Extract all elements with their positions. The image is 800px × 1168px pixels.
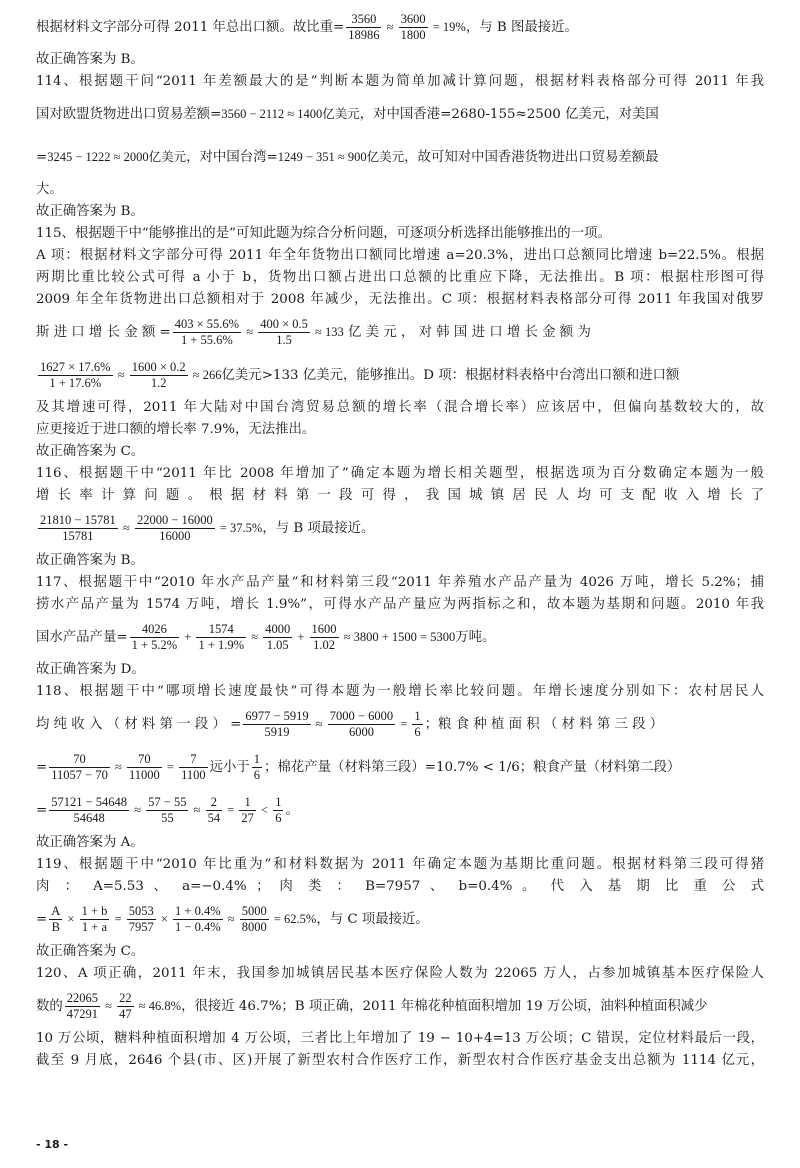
denominator: 15781 [62,529,94,543]
fraction [412,709,422,740]
math-result: = 19% [429,20,466,34]
fraction [49,904,62,935]
math-op: = [163,760,178,774]
document-page [36,6,764,1072]
text-line: 增 长 率 计 算 问 题 。 根 据 材 料 第 一 段 可 得 ， 我 国 城 镇 居 民 人 均 可 支 配 收 入 增 长 了 [36,488,764,503]
numerator: 1600 [311,622,337,636]
math-result: = 62.5% [270,912,317,926]
numerator: 1 [239,795,256,811]
text-run: 国对欧盟货物进出口贸易差额= [36,107,222,122]
text-line: 两期比重比较公式可得 a 小于 b，货物出口额占进出口总额的比重应下降，无法推出。B 项：根据柱形图可得 [36,270,764,285]
math-op: × [64,912,78,926]
fraction [49,795,129,826]
text-line [36,136,764,179]
text-line [36,311,764,354]
math-op: ≈ [383,20,397,34]
text-line [36,789,764,832]
text-line [36,507,764,550]
denominator: 1800 [400,28,426,42]
fraction [135,513,215,544]
fraction [243,709,310,740]
answer-line: 故正确答案为 C。 [36,944,145,959]
denominator: 27 [241,811,254,825]
math-result: = 37.5% [216,521,263,535]
text-run: ，很接近 46.7%；B 项正确，2011 年棉花种植面积增加 19 万公顷，油料种植面积减少 [181,999,708,1014]
fraction [127,904,156,935]
text-run: ；粮 食 种 植 面 积 （ 材 料 第 三 段 ） [424,717,664,732]
math-op: = [397,717,411,731]
math-result: ≈ 133 [311,325,344,339]
denominator: 1.02 [313,638,335,652]
numerator: 4000 [265,622,291,636]
numerator: 403 × 55.6% [174,317,240,331]
denominator: 6 [275,811,282,825]
fraction [179,752,208,783]
fraction [196,622,246,653]
denominator: 1 − 0.4% [175,920,221,934]
numerator: 57121 − 54648 [51,795,128,809]
numerator: 400 × 0.5 [260,317,308,331]
text-run: ，对中国台湾= [186,150,278,165]
denominator: 18986 [348,28,380,42]
denominator: 54 [207,811,221,825]
fraction [263,622,292,653]
text-line: 大。 [36,182,63,197]
fraction [117,991,134,1022]
numerator: 57 − 55 [148,795,187,809]
fraction [273,795,283,826]
numerator: 1 + b [81,904,108,918]
numerator: 2 [206,795,223,811]
denominator: B [51,920,60,934]
math-op: ≈ [102,999,116,1013]
numerator: 5000 [241,904,267,918]
text-line: 115、根据题干中“能够推出的是”可知此题为综合分析问题，可逐项分析选择出能够推出的一项。 [36,226,611,241]
numerator: 22000 − 16000 [136,513,213,527]
text-run: ，与 B 项最接近。 [262,521,375,536]
denominator: 55 [161,811,174,825]
text-line [36,6,764,49]
fraction [252,752,262,783]
text-line: 10 万公顷，糖料种植面积增加 4 万公顷，三者比上年增加了 19 − 10+4=13 万公顷；C 错误，定位材料最后一段， [36,1031,764,1046]
numerator: 1627 × 17.6% [40,360,111,374]
math-expression: 3560 − 2112 ≈ 1400亿美元 [221,107,360,121]
text-run: 亿美元>133 亿美元，能够推出。D 项：根据材料表格中台湾出口额和进口额 [221,368,680,383]
fraction [206,795,223,826]
answer-line: 故正确答案为 B。 [36,52,144,67]
fraction [258,317,310,348]
text-line: A 项：根据材料文字部分可得 2011 年全年货物出口额同比增速 a=20.3%，进出口总额同比增速 b=22.5%。根据 [36,248,764,263]
text-run: 亿 美 元 ， 对 韩 国 进 口 增 长 金 额 为 [343,325,591,340]
text-line: 116、根据题干中“2011 年比 2008 年增加了”确定本题为增长相关题型，根据选项为百分数确定本题为一般 [36,466,764,481]
numerator: 1 [253,752,261,766]
numerator: 6977 − 5919 [245,709,309,723]
denominator: 1.2 [150,376,167,390]
text-line [36,354,764,397]
numerator: 7 [179,752,208,768]
denominator: 6 [253,768,261,782]
math-op: + [181,630,195,644]
fraction [239,795,256,826]
denominator: 47 [119,1007,132,1021]
text-line: 及其增速可得，2011 年大陆对中国台湾贸易总额的增长率（混合增长率）应该居中，但偏向基数较大的，故 [36,400,764,415]
fraction [146,795,188,826]
numerator: 1574 [196,622,246,638]
text-line [36,898,764,941]
math-op: ≈ [312,717,326,731]
fraction [38,513,118,544]
denominator: 1 + 1.9% [198,638,245,652]
denominator: 8000 [241,920,267,934]
math-expression: 3245 − 1222 ≈ 2000亿美元 [47,150,187,164]
text-line: 120、A 项正确，2011 年末，我国参加城镇居民基本医疗保险人数为 22065 万人，占参加城镇基本医疗保险人 [36,966,764,981]
text-run: 。 [285,803,299,818]
text-run: ，与 C 项最接近。 [316,912,429,927]
numerator: 1 + 0.4% [175,904,221,918]
text-line: 应更接近于进口额的增长率 7.9%，无法推出。 [36,422,316,437]
numerator: 22 [119,991,132,1005]
text-line: 肉 ： A=5.53 、 a=−0.4% ； 肉 类 ： B=7957 、 b=0.4% 。 代 入 基 期 比 重 公 式 [36,879,764,894]
text-line [36,746,764,789]
denominator: 5919 [264,725,290,739]
fraction [173,904,223,935]
text-line: 117、根据题干中“2010 年水产品产量”和材料第三段“2011 年养殖水产品产量为 4026 万吨，增长 5.2%；捕 [36,575,764,590]
math-op: ≈ [243,325,257,339]
denominator: 6000 [348,725,374,739]
text-run: 国水产品产量= [36,630,128,645]
text-line [36,703,764,746]
numerator: 22065 [66,991,99,1005]
denominator: 11057 − 70 [51,768,108,782]
text-run: = [36,803,48,818]
text-run: ，与 B 图最接近。 [465,20,578,35]
fraction [399,12,428,43]
numerator: 70 [127,752,162,768]
text-run: 均 纯 收 入 （ 材 料 第 一 段 ） = [36,717,242,732]
numerator: 3600 [400,12,426,26]
fraction [80,904,110,935]
math-result: ≈ 3800 + 1500 = 5300 [340,630,456,644]
math-op: × [157,912,172,926]
answer-line: 故正确答案为 B。 [36,204,144,219]
math-op: ≈ [119,521,133,535]
page-number: - 18 - [36,1138,69,1151]
denominator: 47291 [66,1007,99,1021]
answer-line: 故正确答案为 A。 [36,835,144,850]
fraction [240,904,269,935]
math-op: = [224,803,238,817]
fraction [173,317,241,348]
math-op: = [111,912,125,926]
numerator: A [51,904,61,918]
numerator: 70 [49,752,110,768]
math-result: ≈ 266 [189,368,222,382]
denominator: 1.05 [266,638,289,652]
text-line [36,93,764,136]
text-line: 截至 9 月底，2646 个县(市、区)开展了新型农村合作医疗工作，新型农村合作医疗基金支出总额为 1114 亿元， [36,1053,764,1068]
fraction [38,360,113,391]
math-op: ≈ [114,368,128,382]
denominator: 1 + 17.6% [49,376,102,390]
text-run: = [36,150,48,165]
text-run: 远小于 [209,760,250,775]
text-line: 捞水产品产量为 1574 万吨，增长 1.9%”，可得水产品产量应为两指标之和，故本题为基期和问题。2010 年我 [36,597,764,612]
denominator: 54648 [73,811,105,825]
text-run: 数的 [36,999,63,1014]
math-op: ≈ [224,912,238,926]
fraction [49,752,110,783]
numerator: 7000 − 6000 [329,709,394,723]
text-line: 2009 年全年货物进出口总额相对于 2008 年减少，无法推出。C 项：根据材料表格部分可得 2011 年我国对俄罗 [36,292,764,307]
answer-line: 故正确答案为 B。 [36,553,144,568]
denominator: 7957 [128,920,154,934]
fraction [130,622,180,653]
math-op: ≈ [131,803,145,817]
text-run: = [36,760,48,775]
denominator: 1.5 [276,333,292,347]
answer-line: 故正确答案为 D。 [36,662,145,677]
math-op: ≈ [190,803,204,817]
text-line [36,985,764,1028]
text-run: 根据材料文字部分可得 2011 年总出口额。故比重= [36,20,345,35]
text-run: 万吨。 [455,630,496,645]
text-run: = [36,912,48,927]
fraction [127,752,162,783]
text-line: 119、根据题干中“2010 年比重为”和材料数据为 2011 年确定本题为基期比重问题。根据材料第三段可得猪 [36,857,764,872]
denominator: 16000 [159,529,191,543]
text-line: 114、根据题干问“2011 年差额最大的是”判断本题为简单加减计算问题，根据材料表格部分可得 2011 年我 [36,74,764,89]
text-run: ；棉花产量（材料第三段）=10.7% < 1/6；粮食产量（材料第二段） [264,760,681,775]
answer-line: 故正确答案为 C。 [36,444,145,459]
math-result: ≈ 46.8% [135,999,182,1013]
math-op: ≈ [111,760,125,774]
denominator: 1 + 5.2% [131,638,178,652]
fraction [346,12,381,43]
fraction [328,709,395,740]
numerator: 1 [275,795,282,809]
text-run: ，对中国香港=2680-155≈2500 亿美元，对美国 [359,107,659,122]
denominator: 1 + a [81,920,108,934]
numerator: 21810 − 15781 [40,513,116,527]
text-run: 斯 进 口 增 长 金 额 = [36,325,171,340]
denominator: 1 + 55.6% [181,333,233,347]
text-line: 118、根据题干中“哪项增长速度最快”可得本题为一般增长率比较问题。年增长速度分别如下：农村居民人 [36,684,764,699]
math-expression: 1249 − 351 ≈ 900亿美元 [277,150,405,164]
text-line [36,616,764,659]
numerator: 5053 [128,904,154,918]
numerator: 1600 × 0.2 [131,360,186,374]
fraction [65,991,100,1022]
math-op: < [257,803,272,817]
math-op: + [294,630,308,644]
denominator: 6 [414,725,421,739]
text-run: ，故可知对中国香港货物进出口贸易差额最 [404,150,659,165]
numerator: 3560 [346,12,381,28]
numerator: 1 [414,709,421,723]
denominator: 1100 [181,768,206,782]
denominator: 11000 [128,768,160,782]
math-op: ≈ [248,630,262,644]
numerator: 4026 [130,622,180,638]
fraction [310,622,339,653]
fraction [130,360,188,391]
